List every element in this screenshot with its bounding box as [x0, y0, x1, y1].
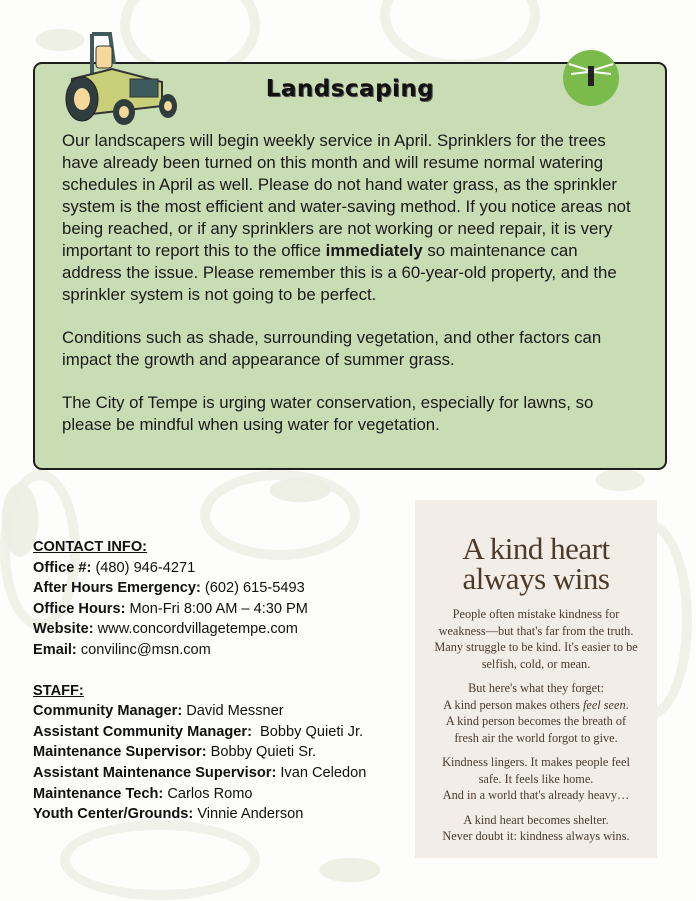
label: Assistant Community Manager:: [33, 723, 252, 740]
paragraph-text: so maintenance can address the issue. Please remember this is a 60-year-old property, and the sprinkler system is not going to be perfect.: [62, 241, 617, 304]
staff-row: [33, 763, 408, 784]
landscaping-paragraph: The City of Tempe is urging water conservation, especially for lawns, so please be mindful when using water for vegetation.: [62, 393, 594, 434]
line: weakness—but that's far from the truth.: [438, 623, 634, 638]
website-link[interactable]: www.concordvillagetempe.com: [93, 621, 298, 638]
contact-row: [33, 578, 408, 599]
staff-name: David Messner: [182, 703, 284, 720]
line: Many struggle to be kind. It's easier to be: [434, 640, 638, 654]
staff-row: [33, 722, 408, 743]
line: selfish, cold, or mean.: [481, 656, 591, 671]
staff-name: Vinnie Anderson: [193, 806, 304, 823]
sprinkler-icon: [563, 50, 619, 106]
line: People often mistake kindness for: [452, 607, 620, 621]
landscaping-title: Landscaping: [265, 76, 435, 102]
staff-row: [33, 742, 408, 763]
contact-row: [33, 619, 408, 640]
line: fresh air the world forgot to give.: [454, 730, 618, 745]
staff-row: [33, 784, 408, 805]
line: Never doubt it: kindness always wins.: [442, 829, 630, 843]
line: And in a world that's already heavy…: [442, 788, 630, 802]
label: Office Hours:: [33, 600, 126, 617]
office-hours: Mon-Fri 8:00 AM – 4:30 PM: [125, 600, 308, 617]
label: Maintenance Tech:: [33, 785, 164, 802]
staff-name: Bobby Quieti Sr.: [206, 744, 317, 761]
title-line: always wins: [462, 561, 610, 596]
staff-header: STAFF:: [33, 682, 84, 699]
tractor-mower-icon: [52, 24, 184, 126]
paragraph-text: Our landscapers will begin weekly service in April. Sprinklers for the trees have already been turned on this month and will resume normal watering schedules in April as well. Please do not hand water grass, as the sprinkler system is the most efficient and water-saving method. If you notice areas not being reached, or if any sprinklers are not working or need repair, it is very important to report this to the office: [62, 131, 631, 260]
emergency-phone: (602) 615-5493: [200, 580, 305, 597]
text: .: [625, 697, 629, 712]
label: Youth Center/Grounds:: [33, 806, 194, 823]
label: Maintenance Supervisor:: [33, 744, 207, 761]
kindness-stanza: [415, 754, 657, 804]
italic-text: feel seen: [582, 697, 626, 712]
staff-name: Ivan Celedon: [276, 764, 367, 781]
line: A kind person becomes the breath of: [445, 714, 627, 728]
line: A kind heart becomes shelter.: [463, 812, 609, 827]
kindness-title: [415, 531, 657, 596]
label: Website:: [33, 621, 94, 638]
contact-header: CONTACT INFO:: [33, 539, 148, 555]
background-swirl: [380, 0, 540, 70]
office-phone: (480) 946-4271: [91, 559, 196, 576]
staff-row: [33, 804, 408, 825]
contact-and-staff: [33, 537, 408, 825]
landscaping-paragraph: [62, 130, 637, 306]
label: Office #:: [33, 559, 92, 576]
landscaping-body: [62, 130, 637, 457]
label: Assistant Maintenance Supervisor:: [33, 764, 277, 781]
line: safe. It feels like home.: [478, 771, 594, 786]
line: Kindness lingers. It makes people feel: [442, 755, 630, 769]
email-link[interactable]: convilinc@msn.com: [76, 641, 211, 658]
label: Community Manager:: [33, 703, 183, 720]
kindness-stanza: [415, 680, 657, 746]
kindness-stanza: [415, 606, 657, 672]
contact-row: [33, 640, 408, 661]
title-line: A kind heart: [462, 531, 610, 566]
label: After Hours Emergency:: [33, 580, 201, 597]
text: A kind person makes others: [443, 697, 583, 712]
staff-name: Carlos Romo: [163, 785, 253, 802]
contact-row: [33, 599, 408, 620]
line: But here's what they forget:: [468, 681, 604, 695]
background-swirl: [60, 820, 260, 900]
staff-row: [33, 701, 408, 722]
contact-row: [33, 558, 408, 579]
kindness-stanza: [415, 812, 657, 845]
emphasis-text: immediately: [325, 241, 423, 260]
label: Email:: [33, 641, 77, 658]
staff-name: Bobby Quieti Jr.: [251, 723, 364, 740]
kindness-panel: [415, 500, 657, 858]
line: [423, 697, 649, 714]
landscaping-paragraph: Conditions such as shade, surrounding vegetation, and other factors can impact the growth and appearance of summer grass.: [62, 328, 602, 369]
